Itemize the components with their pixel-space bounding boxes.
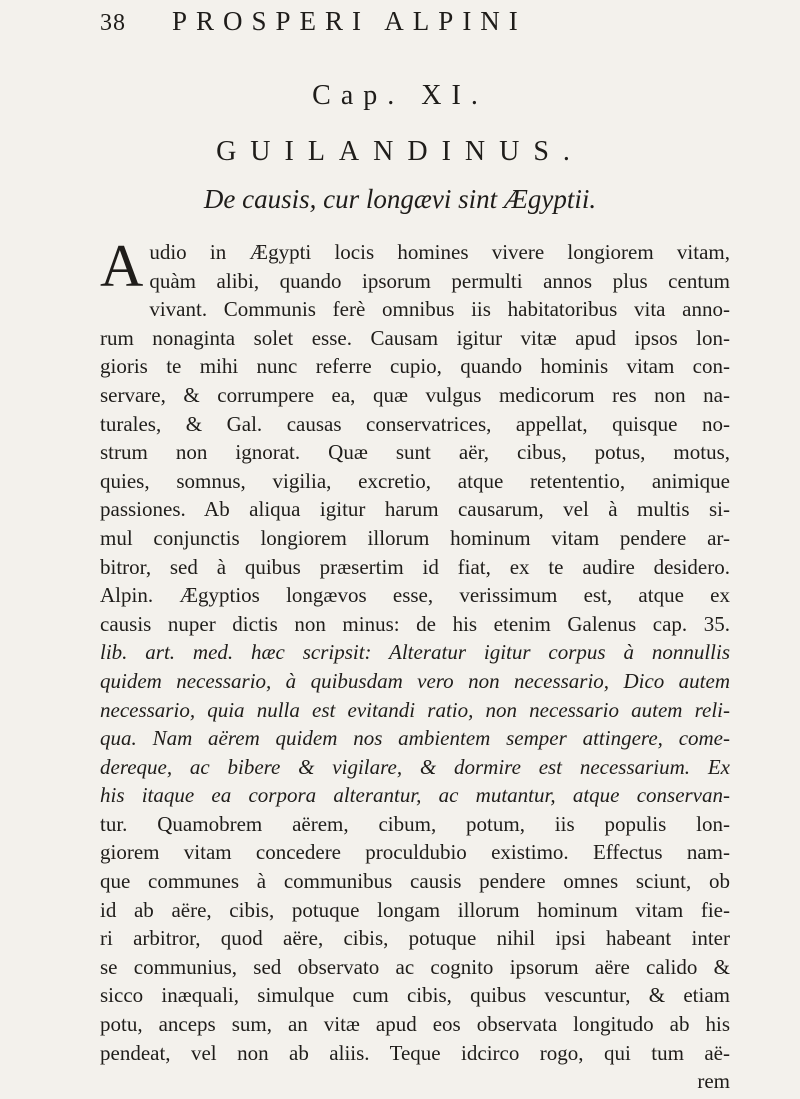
section-title: GUILANDINUS.	[216, 136, 584, 167]
text-line: quies, somnus, vigilia, excretio, atque retententio, animique	[100, 468, 730, 493]
catchword: rem	[697, 1069, 730, 1094]
text-line: que communes à communibus causis pendere omnes sciunt, ob	[100, 869, 730, 894]
text-line: id ab aëre, cibis, potuque longam illorum hominum vitam fie-	[100, 897, 730, 922]
text-line: strum non ignorat. Quæ sunt aër, cibus, potus, motus,	[100, 440, 730, 465]
chapter-label: Cap. XI.	[312, 80, 488, 111]
text-line: passiones. Ab aliqua igitur harum causarum, vel à multis si-	[100, 497, 730, 522]
text-line: quidem necessario, à quibusdam vero non necessario, Dico autem	[100, 668, 730, 693]
text-line: Alpin. Ægyptios longævos esse, verissimum est, atque ex	[100, 583, 730, 608]
text-line: bitror, sed à quibus præsertim id fiat, ex te audire desidero.	[100, 554, 730, 579]
text-line: servare, & corrumpere ea, quæ vulgus medicorum res non na-	[100, 382, 730, 407]
text-line: udio in Ægypti locis homines vivere longiorem vitam,	[149, 240, 730, 264]
text-line: gioris te mihi nunc referre cupio, quando hominis vitam con-	[100, 354, 730, 379]
text-line: mul conjunctis longiorem illorum hominum vitam pendere ar-	[100, 525, 730, 550]
text-line: ri arbitror, quod aëre, cibis, potuque nihil ipsi habeant inter	[100, 926, 730, 951]
text-line: qua. Nam aërem quidem nos ambientem semper attingere, come-	[100, 726, 730, 751]
text-line: vivant. Communis ferè omnibus iis habitatoribus vita anno-	[149, 297, 730, 322]
text-line: lib. art. med. hæc scripsit: Alteratur igitur corpus à nonnullis	[100, 640, 730, 665]
text-line: causis nuper dictis non minus: de his etenim Galenus cap. 35.	[100, 611, 730, 636]
text-line: rum nonaginta solet esse. Causam igitur vitæ apud ipsos lon-	[100, 325, 730, 350]
text-line: tur. Quamobrem aërem, cibum, potum, iis populis lon-	[100, 811, 730, 836]
page-number: 38	[100, 10, 126, 36]
text-line: se communius, sed observato ac cognito ipsorum aëre calido &	[100, 954, 730, 979]
chapter-subtitle: De causis, cur longævi sint Ægyptii.	[203, 184, 597, 214]
text-line: necessario, quia nulla est evitandi ratio, non necessario autem reli-	[100, 697, 730, 722]
text-line: his itaque ea corpora alterantur, ac mutantur, atque conservan-	[100, 783, 730, 808]
text-line: dereque, ac bibere & vigilare, & dormire est necessarium. Ex	[100, 754, 730, 779]
drop-cap: A	[100, 233, 144, 299]
text-line: potu, anceps sum, an vitæ apud eos observata longitudo ab his	[100, 1012, 730, 1037]
running-title: PROSPERI ALPINI	[172, 6, 527, 36]
text-line: giorem vitam concedere proculdubio existimo. Effectus nam-	[100, 840, 730, 865]
text-line: quàm alibi, quando ipsorum permulti annos plus centum	[149, 268, 730, 293]
running-head	[100, 6, 760, 42]
text-line: turales, & Gal. causas conservatrices, appellat, quisque no-	[100, 411, 730, 436]
body-text	[100, 233, 730, 1096]
text-line: pendeat, vel non ab aliis. Teque idcirco rogo, qui tum aë-	[100, 1040, 730, 1065]
text-line: sicco inæquali, simulque cum cibis, quibus vescuntur, & etiam	[100, 983, 730, 1008]
